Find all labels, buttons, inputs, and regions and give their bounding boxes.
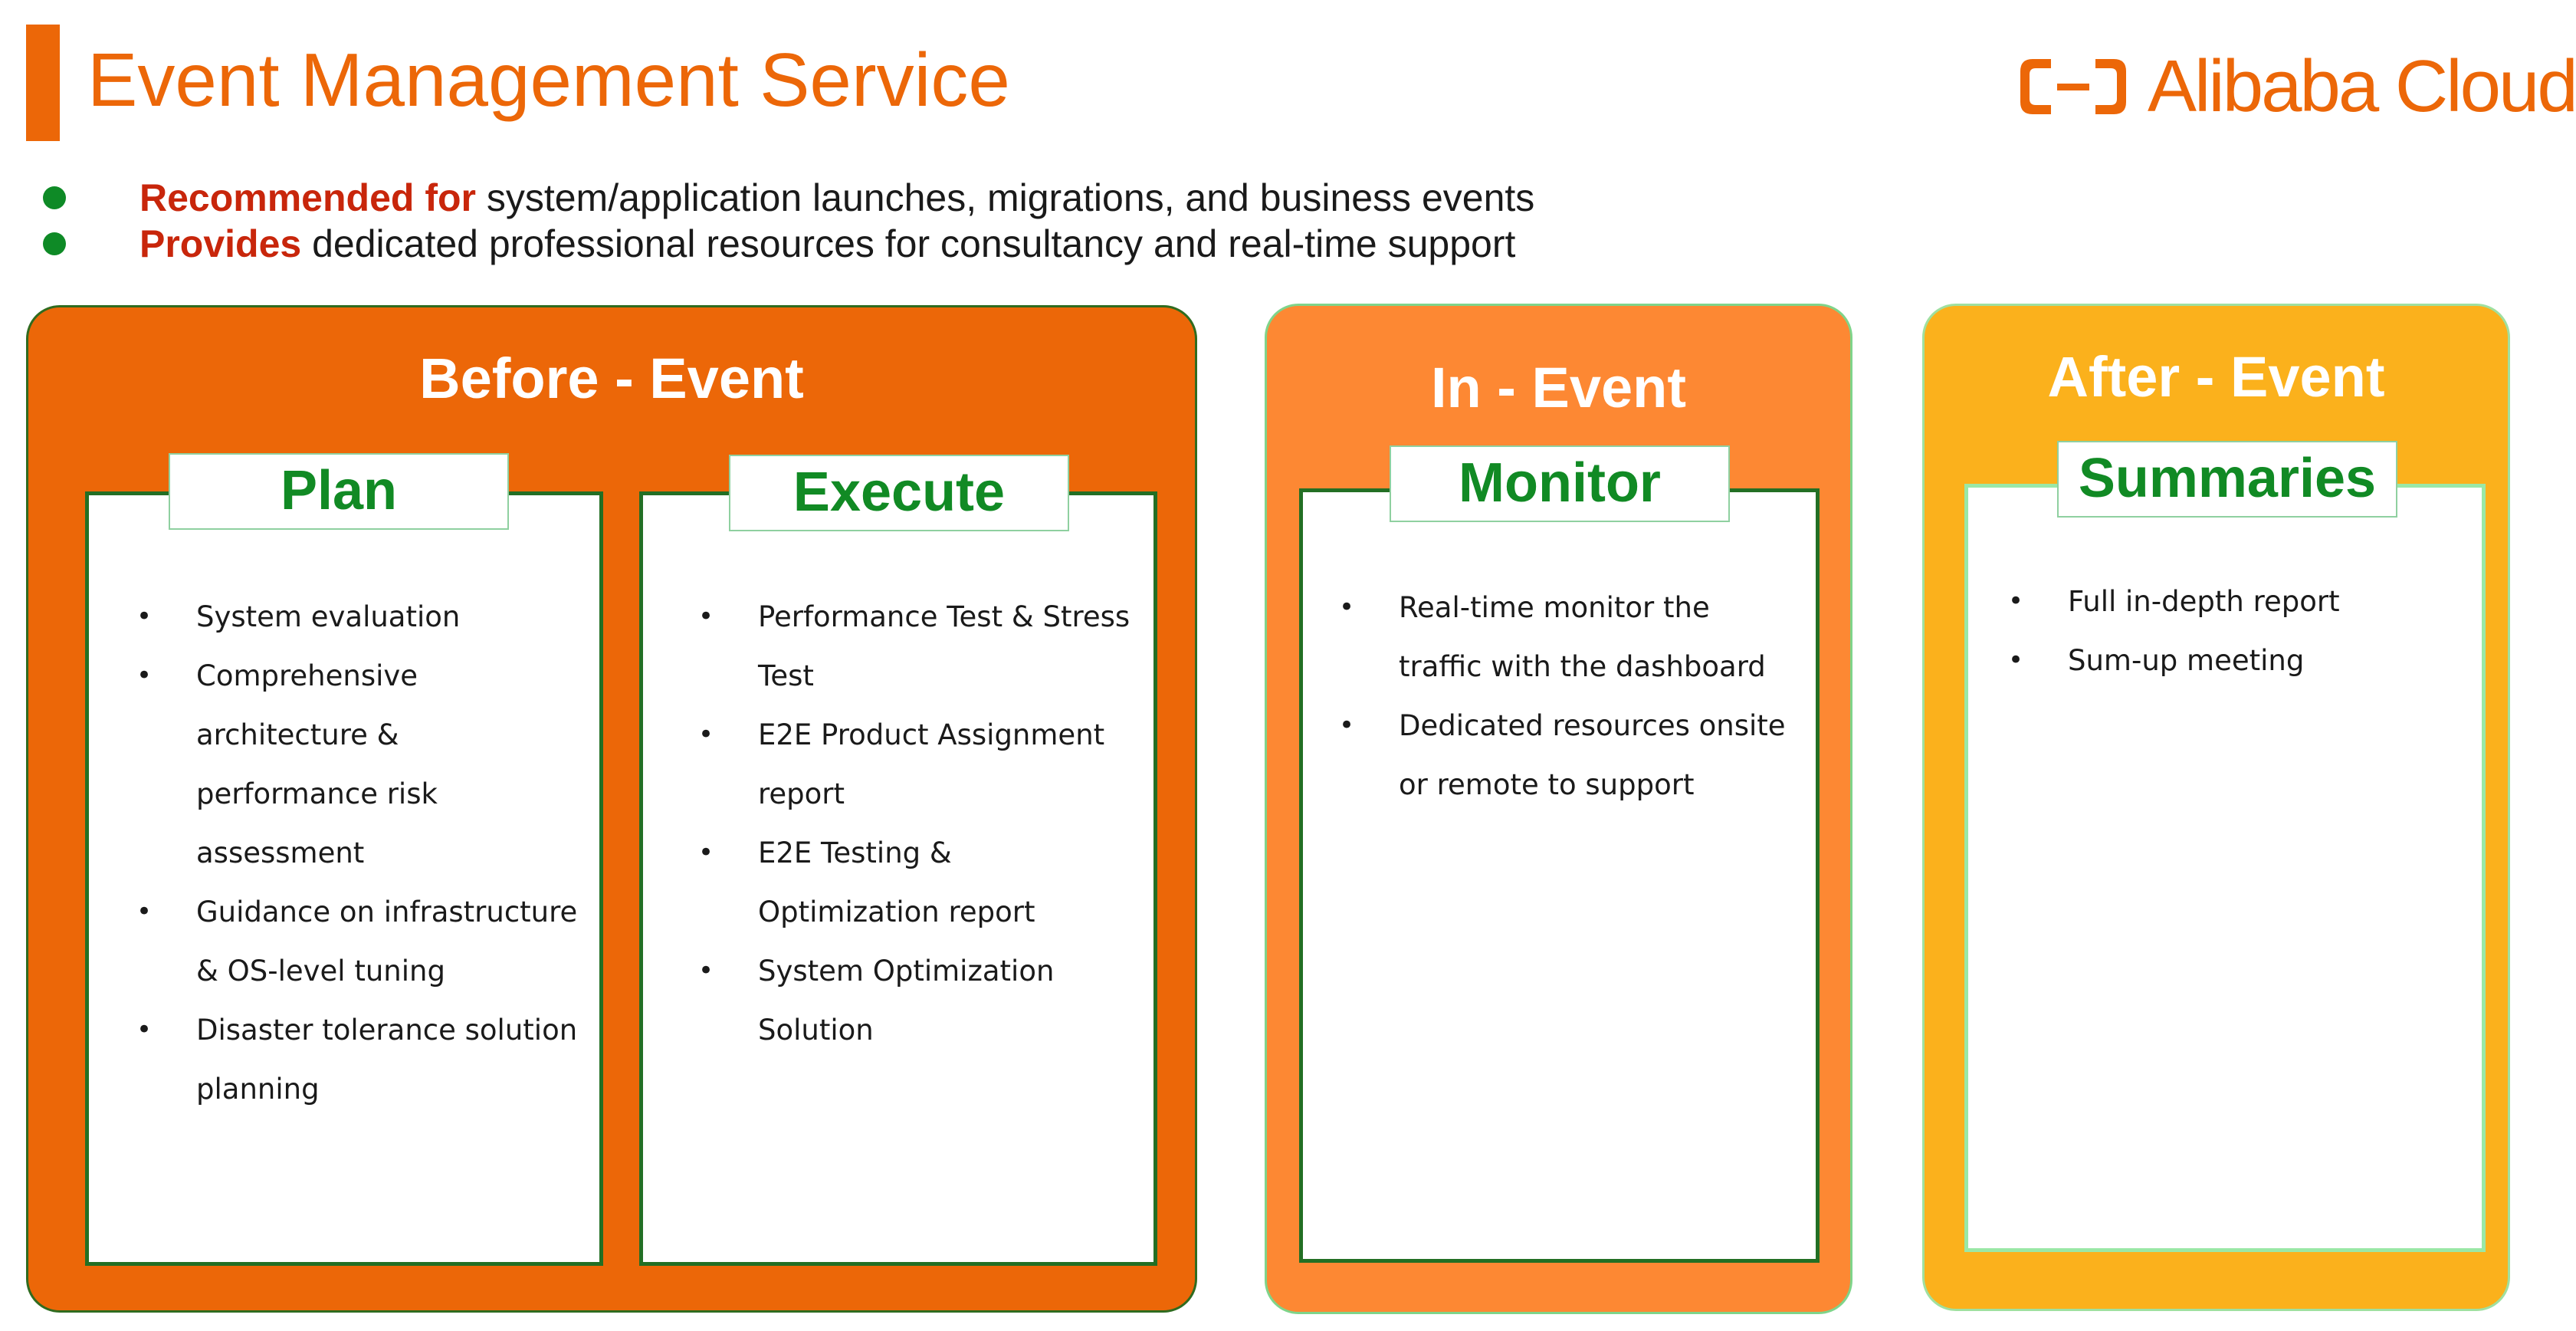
before-event-panel xyxy=(26,305,1197,1313)
tab-plan: Plan xyxy=(169,453,509,530)
plan-items xyxy=(196,587,579,1119)
before-event-title: Before - Event xyxy=(419,347,804,410)
list-item: • System evaluation xyxy=(196,587,579,646)
intro-highlight: Provides xyxy=(139,222,302,265)
summaries-card xyxy=(1964,484,2486,1252)
list-item: • System Optimization Solution xyxy=(758,942,1141,1060)
intro-highlight: Recommended for xyxy=(139,176,476,219)
title-accent-bar xyxy=(26,25,60,141)
intro-bullet-1 xyxy=(43,175,1534,221)
plan-card xyxy=(85,491,603,1266)
bullet-dot-icon xyxy=(43,186,66,209)
list-item: • Guidance on infrastructure & OS-level tuning xyxy=(196,882,579,1001)
list-item: • Real-time monitor the traffic with the dashboard xyxy=(1399,578,1790,696)
intro-text: dedicated professional resources for consultancy and real-time support xyxy=(301,222,1516,265)
list-item: • Sum-up meeting xyxy=(2068,631,2451,690)
monitor-items xyxy=(1399,578,1790,814)
tab-monitor: Monitor xyxy=(1390,445,1730,522)
alibaba-cloud-logo xyxy=(2016,45,2576,127)
summaries-items xyxy=(2068,572,2451,690)
list-item: • Comprehensive architecture & performance risk assessment xyxy=(196,646,579,882)
list-item: • Dedicated resources onsite or remote to support xyxy=(1399,696,1790,814)
alibaba-cloud-logo-icon xyxy=(2016,54,2131,119)
tab-summaries: Summaries xyxy=(2057,441,2397,518)
intro-bullets xyxy=(43,175,1534,267)
list-item: • Disaster tolerance solution planning xyxy=(196,1001,579,1119)
monitor-card xyxy=(1299,488,1820,1263)
intro-bullet-2 xyxy=(43,221,1534,267)
after-event-title: After - Event xyxy=(2047,345,2385,409)
logo-text: Alibaba Cloud xyxy=(2148,45,2576,127)
list-item: • E2E Testing & Optimization report xyxy=(758,823,1141,942)
list-item: • E2E Product Assignment report xyxy=(758,705,1141,823)
page-title: Event Management Service xyxy=(87,38,1010,122)
execute-card xyxy=(639,491,1157,1266)
tab-execute: Execute xyxy=(729,455,1069,531)
bullet-dot-icon xyxy=(43,232,66,255)
in-event-title: In - Event xyxy=(1430,356,1687,419)
list-item: • Performance Test & Stress Test xyxy=(758,587,1141,705)
in-event-panel xyxy=(1265,304,1852,1314)
execute-items xyxy=(758,587,1141,1060)
intro-text: system/application launches, migrations, and business events xyxy=(475,176,1535,219)
after-event-panel xyxy=(1922,304,2510,1311)
list-item: • Full in-depth report xyxy=(2068,572,2451,631)
